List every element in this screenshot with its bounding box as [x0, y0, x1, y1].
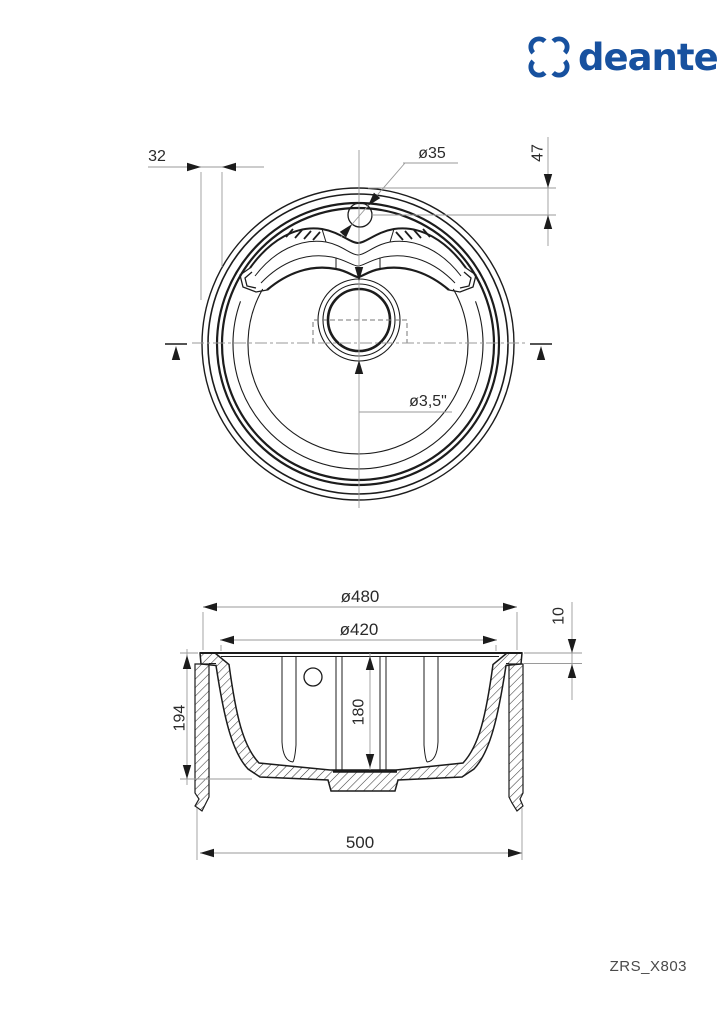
top-view: [148, 137, 556, 508]
dim-drain-diameter: ø3,5": [409, 393, 447, 410]
dim-bowl-depth: 180: [350, 698, 368, 726]
dim-hole-depth: 47: [529, 144, 547, 162]
product-code: ZRS_X803: [609, 958, 687, 975]
brand-wordmark: deante: [578, 35, 718, 79]
dim-rim-offset: 32: [148, 148, 166, 165]
dim-outer-diameter: ø480: [340, 587, 380, 606]
dim-hole-diameter: ø35: [418, 145, 446, 162]
dim-rim-height: 10: [550, 607, 568, 625]
faucet-deck: [240, 228, 476, 292]
dim-total-height: 194: [171, 704, 189, 732]
dim-cutout-width: 500: [345, 833, 375, 852]
dim-bowl-diameter: ø420: [339, 620, 379, 639]
section-view: [172, 587, 582, 860]
